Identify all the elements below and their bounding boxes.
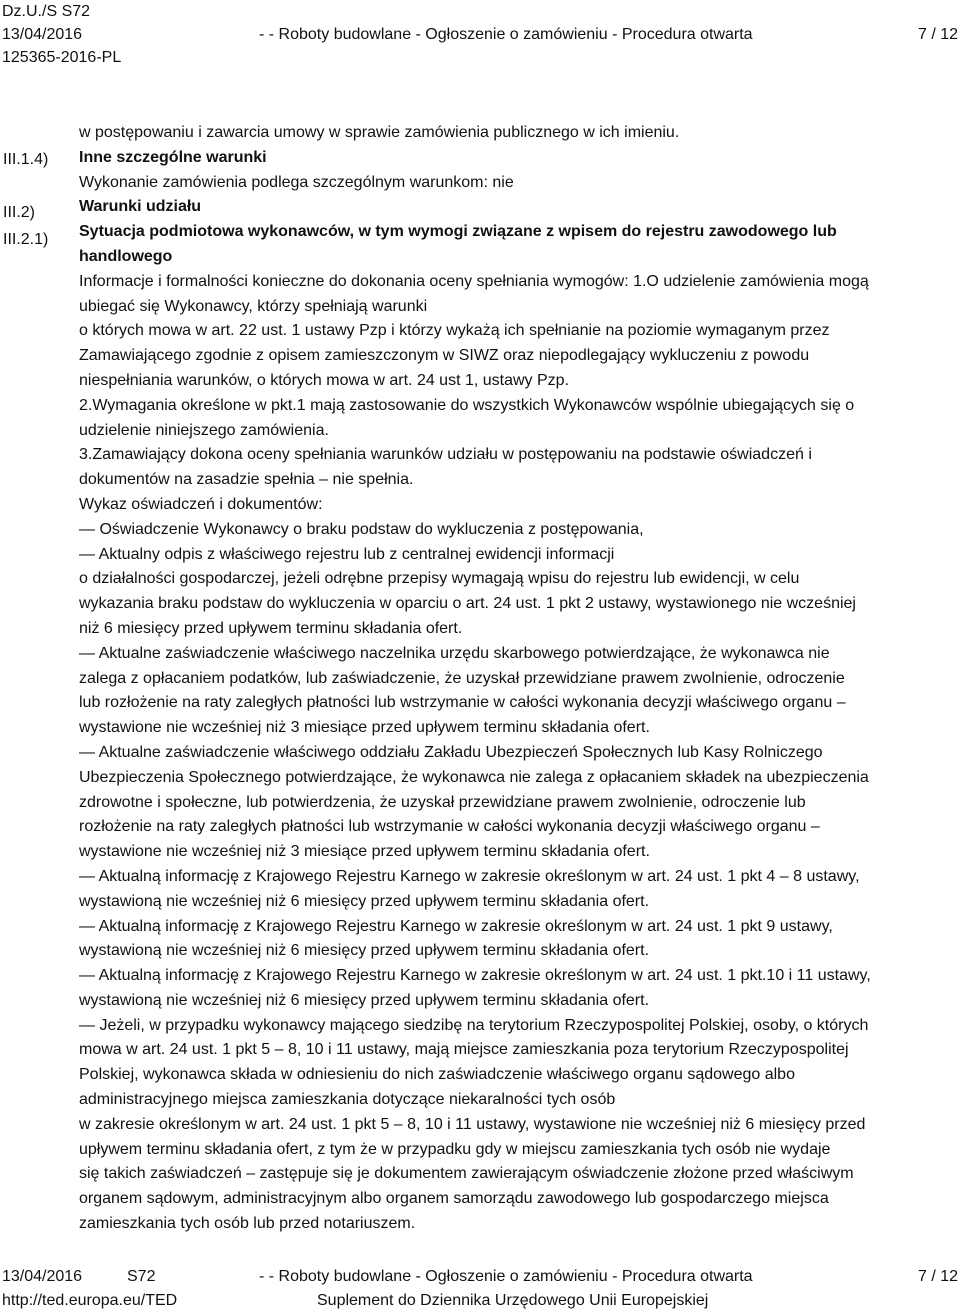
body-line: organem sądowym, administracyjnym albo organem samorządu zawodowego lub gospodarczego miejsca: [79, 1190, 829, 1208]
body-line: niż 6 miesięcy przed upływem terminu składania ofert.: [79, 619, 463, 637]
header-row-1: [2, 0, 958, 23]
body-line: 3.Zamawiający dokona oceny spełniania warunków udziału w postępowaniu na podstawie oświadczeń i: [79, 446, 812, 464]
body-line: rozłożenie na raty zaległych płatności lub wstrzymanie w całości wykonania decyzji właściwego organu –: [79, 818, 820, 836]
body-line: Ubezpieczenia Społecznego potwierdzające, że wykonawca nie zalega z opłacaniem składek na ubezpieczenia: [79, 768, 869, 786]
section-number-iii-1-4: III.1.4): [3, 151, 49, 168]
section-heading: Warunki udziału: [79, 198, 202, 216]
body-line: o których mowa w art. 22 ust. 1 ustawy Pzp i którzy wykażą ich spełnianie na poziomie wymaganym przez: [79, 322, 830, 340]
section-heading: Inne szczególne warunki: [79, 148, 267, 166]
body-line: dokumentów na zasadzie spełnia – nie spełnia.: [79, 471, 414, 489]
page-header: [2, 0, 958, 69]
body-line: w postępowaniu i zawarcia umowy w sprawie zamówienia publicznego w ich imieniu.: [79, 124, 680, 141]
body-line: Wykaz oświadczeń i dokumentów:: [79, 495, 323, 513]
body-line: Wykonanie zamówienia podlega szczególnym warunkom: nie: [79, 173, 514, 191]
body-line: się takich zaświadczeń – zastępuje się je dokumentem zawierającym oświadczenie złożone przed właściwym: [79, 1165, 854, 1183]
body-line: wystawioną nie wcześniej niż 6 miesięcy przed upływem terminu składania ofert.: [79, 942, 650, 960]
body-line: Zamawiającego zgodnie z opisem zamieszczonym w SIWZ oraz niepodlegający wykluczeniu z powodu: [79, 347, 810, 365]
footer-series: S72: [127, 1268, 156, 1285]
body-line: mowa w art. 24 ust. 1 pkt 5 – 8, 10 i 11 ustawy, mają miejsce zamieszkania poza terytorium Rzeczypospolitej: [79, 1041, 849, 1059]
body-line: zdrowotne i społeczne, lub potwierdzenia, że uzyskał przewidziane prawem zwolnienie, odroczenie lub: [79, 793, 806, 811]
body-line: — Aktualne zaświadczenie właściwego oddziału Zakładu Ubezpieczeń Społecznych lub Kasy Rolniczego: [79, 743, 823, 761]
body-line: — Aktualną informację z Krajowego Rejestru Karnego w zakresie określonym w art. 24 ust. 1 pkt 4 – 8 ustawy,: [79, 867, 860, 885]
footer-url: http://ted.europa.eu/TED: [2, 1292, 178, 1309]
body-line: niespełniania warunków, o których mowa w art. 24 ust 1, ustawy Pzp.: [79, 371, 570, 389]
header-page: 7 / 12: [917, 26, 958, 43]
footer-date: 13/04/2016: [2, 1268, 83, 1285]
footer-title: - - Roboty budowlane - Ogłoszenie o zamówieniu - Procedura otwarta: [259, 1268, 753, 1285]
header-row-3: [2, 46, 958, 69]
body-line: zalega z opłacaniem podatków, lub zaświadczenie, że uzyskał przewidziane prawem zwolnienie, odroczenie: [79, 669, 845, 687]
body-line: zamieszkania tych osób lub przed notariuszem.: [79, 1215, 416, 1233]
footer-row-2: [2, 1289, 958, 1313]
subsection-heading: handlowego: [79, 247, 173, 265]
header-row-2: [2, 23, 958, 46]
body-line: w zakresie określonym w art. 24 ust. 1 pkt 5 – 8, 10 i 11 ustawy, wystawione nie wcześniej niż 6 miesięcy przed: [79, 1115, 866, 1133]
body-line: — Aktualne zaświadczenie właściwego naczelnika urzędu skarbowego potwierdzające, że wykonawca nie: [79, 644, 830, 662]
body-line: wystawioną nie wcześniej niż 6 miesięcy przed upływem terminu składania ofert.: [79, 892, 650, 910]
body-line: — Aktualny odpis z właściwego rejestru lub z centralnej ewidencji informacji: [79, 545, 615, 563]
document-body: [79, 121, 955, 1237]
body-line: 2.Wymagania określone w pkt.1 mają zastosowanie do wszystkich Wykonawców wspólnie ubiegających się o: [79, 396, 855, 414]
body-line: wystawione nie wcześniej niż 3 miesiące przed upływem terminu składania ofert.: [79, 843, 650, 861]
body-line: wykazania braku podstaw do wykluczenia w oparciu o art. 24 ust. 1 pkt 2 ustawy, wystawionego nie wcześniej: [79, 595, 856, 613]
body-line: ubiegać się Wykonawcy, którzy spełniają warunki: [79, 297, 428, 315]
body-line: wystawioną nie wcześniej niż 6 miesięcy przed upływem terminu składania ofert.: [79, 991, 650, 1009]
footer-publication: Suplement do Dziennika Urzędowego Unii Europejskiej: [317, 1292, 709, 1309]
body-line: — Jeżeli, w przypadku wykonawcy mającego siedzibę na terytorium Rzeczypospolitej Polskiej, osoby, o których: [79, 1016, 869, 1034]
header-source: Dz.U./S S72: [2, 3, 91, 20]
body-line: Informacje i formalności konieczne do dokonania oceny spełniania wymogów: 1.O udzielenie zamówienia mogą: [79, 272, 869, 290]
body-line: — Aktualną informację z Krajowego Rejestru Karnego w zakresie określonym w art. 24 ust. 1 pkt 9 ustawy,: [79, 917, 833, 935]
body-line: — Oświadczenie Wykonawcy o braku podstaw do wykluczenia z postępowania,: [79, 520, 644, 538]
section-number-iii-2-1: III.2.1): [3, 231, 49, 248]
section-number-iii-2: III.2): [3, 204, 36, 221]
page-footer: [2, 1265, 958, 1313]
body-line: Polskiej, wykonawca składa w odniesieniu do nich zaświadczenie właściwego organu sądowego albo: [79, 1066, 795, 1084]
body-line: administracyjnego miejsca zamieszkania dotyczące niekaralności tych osób: [79, 1091, 616, 1109]
body-line: o działalności gospodarczej, jeżeli odrębne przepisy wymagają wpisu do rejestru lub ewidencji, w celu: [79, 570, 800, 588]
footer-row-1: [2, 1265, 958, 1289]
header-title: - - Roboty budowlane - Ogłoszenie o zamówieniu - Procedura otwarta: [259, 26, 753, 43]
subsection-heading: Sytuacja podmiotowa wykonawców, w tym wymogi związane z wpisem do rejestru zawodowego lub: [79, 223, 837, 241]
body-line: wystawione nie wcześniej niż 3 miesiące przed upływem terminu składania ofert.: [79, 719, 650, 737]
body-line: udzielenie niniejszego zamówienia.: [79, 421, 329, 439]
header-date: 13/04/2016: [2, 26, 83, 43]
body-line: lub rozłożenie na raty zaległych płatności lub wstrzymanie w całości wykonania decyzji właściwego organu –: [79, 694, 846, 712]
footer-page: 7 / 12: [917, 1268, 958, 1285]
body-line: — Aktualną informację z Krajowego Rejestru Karnego w zakresie określonym w art. 24 ust. 1 pkt.10 i 11 ustawy,: [79, 967, 871, 985]
body-line: upływem terminu składania ofert, z tym że w przypadku gdy w miejscu zamieszkania tych osób nie wydaje: [79, 1140, 831, 1158]
header-id: 125365-2016-PL: [2, 49, 122, 66]
